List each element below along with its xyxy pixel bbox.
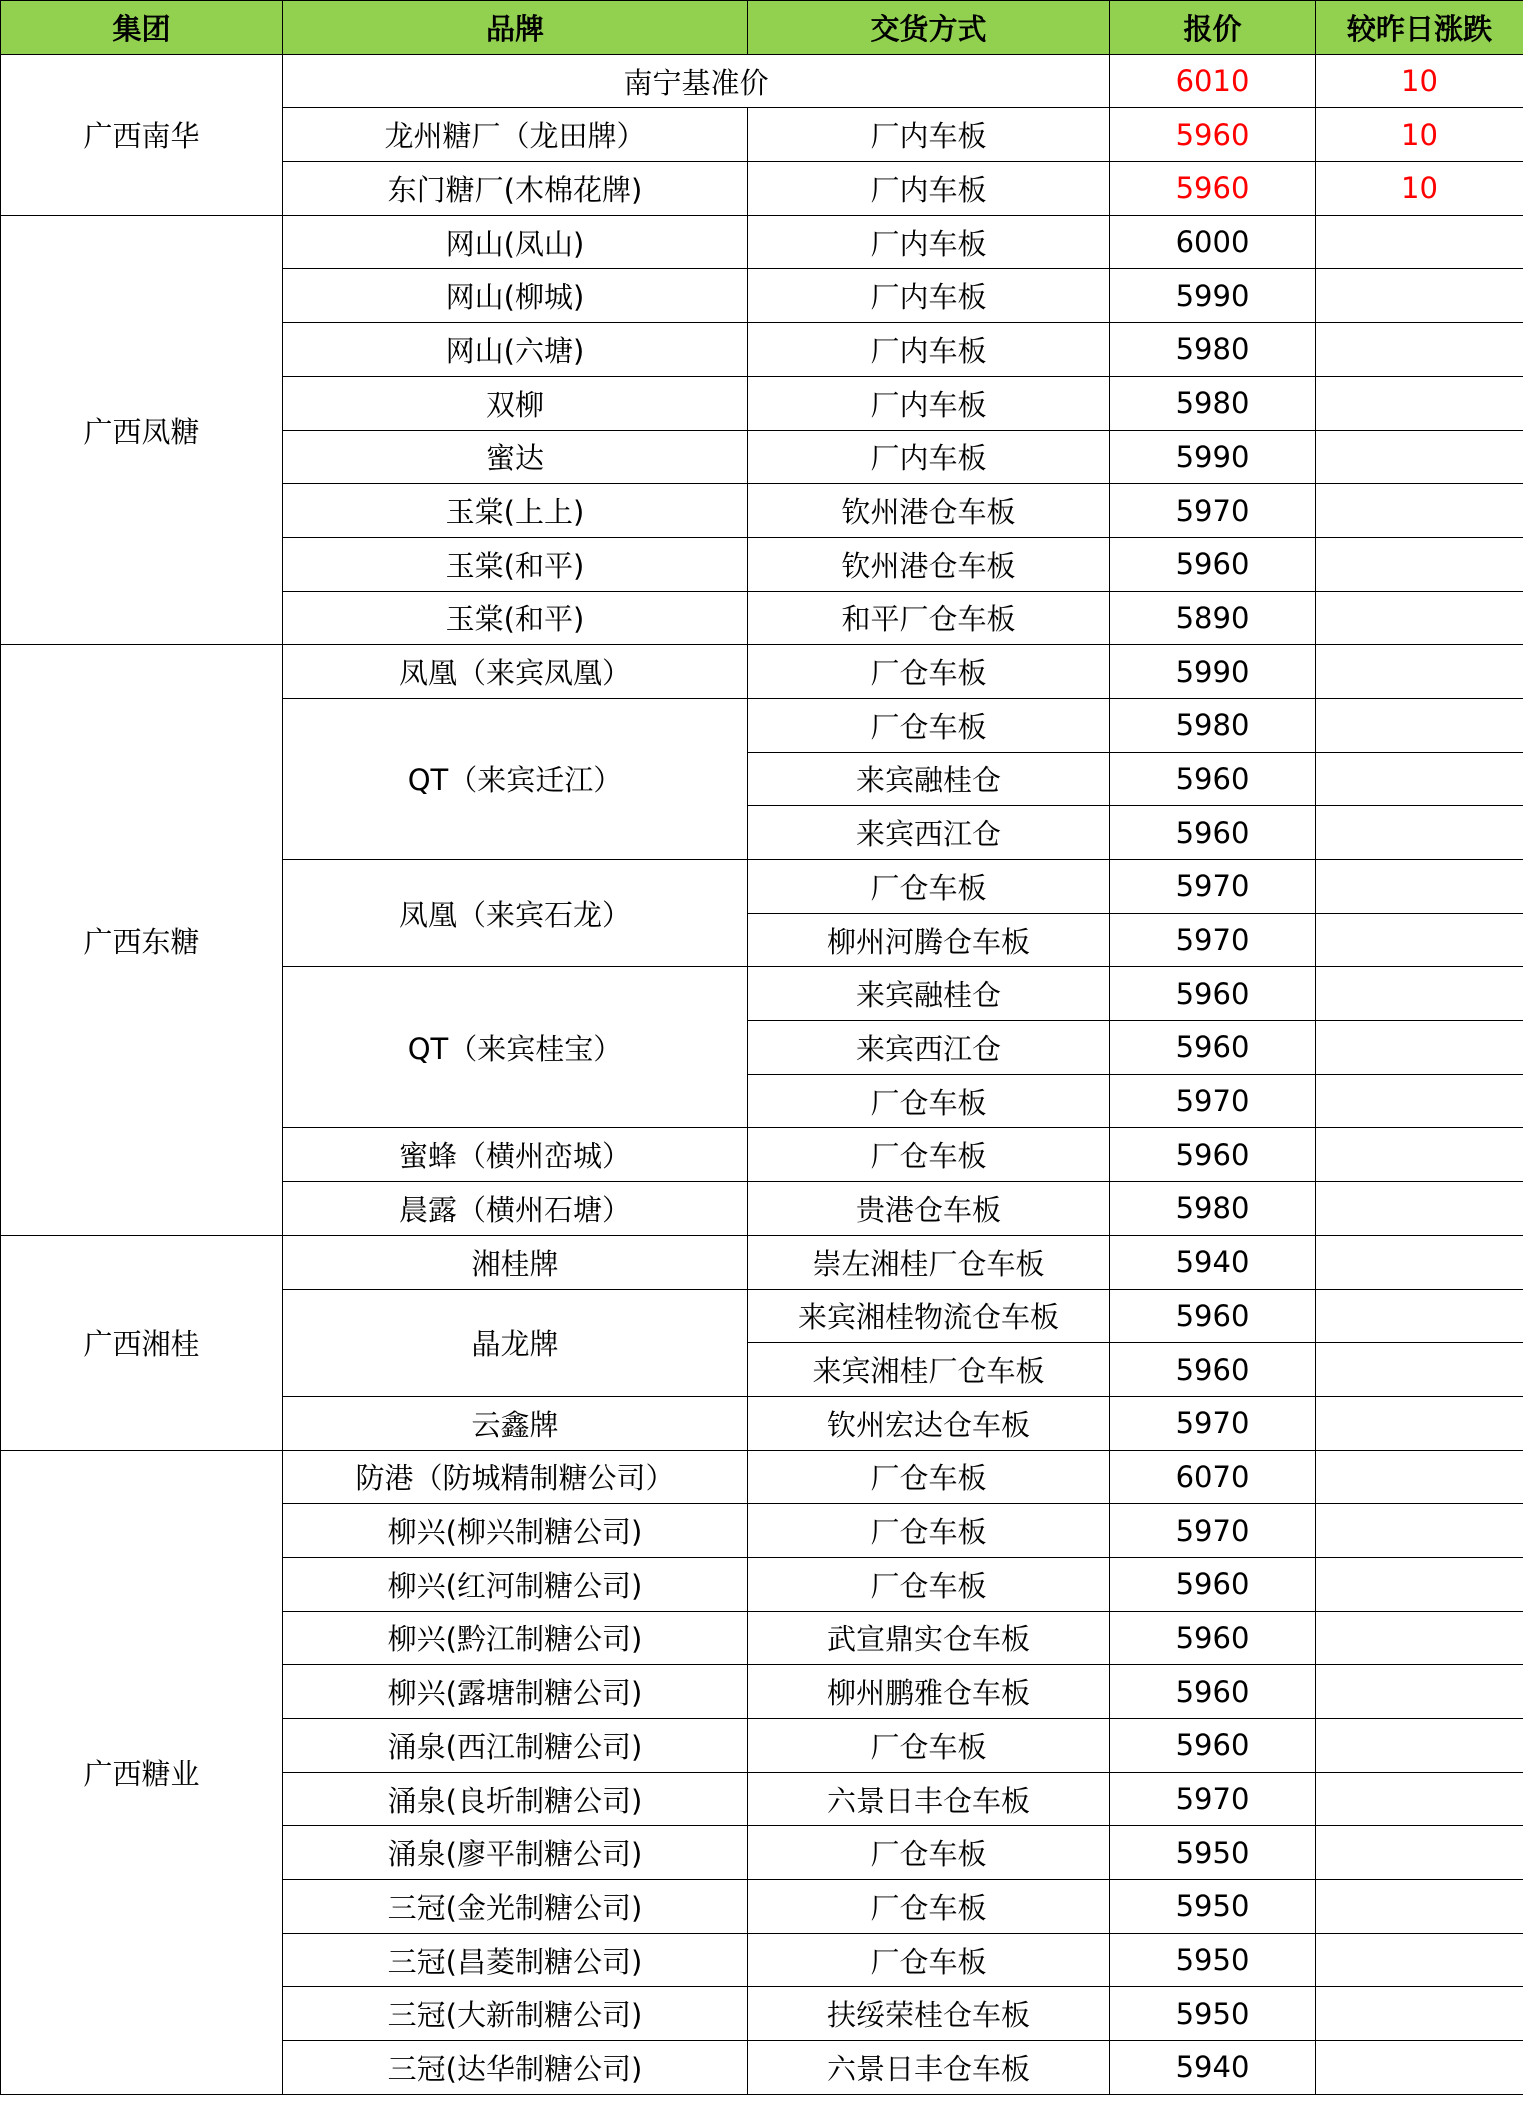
- brand-cell: 晨露（横州石塘）: [283, 1182, 748, 1236]
- price-cell: 5970: [1110, 860, 1316, 914]
- brand-cell: 网山(六塘): [283, 323, 748, 377]
- change-cell: [1316, 1987, 1523, 2041]
- brand-cell: 湘桂牌: [283, 1235, 748, 1289]
- change-cell: [1316, 1826, 1523, 1880]
- price-cell: 6010: [1110, 54, 1316, 108]
- brand-cell: 玉棠(和平): [283, 591, 748, 645]
- price-cell: 5960: [1110, 752, 1316, 806]
- delivery-cell: 六景日丰仓车板: [748, 2041, 1110, 2095]
- price-cell: 5950: [1110, 1880, 1316, 1934]
- delivery-cell: 厂内车板: [748, 376, 1110, 430]
- brand-cell: 蜜蜂（横州峦城）: [283, 1128, 748, 1182]
- price-cell: 5960: [1110, 1665, 1316, 1719]
- change-cell: [1316, 484, 1523, 538]
- change-cell: [1316, 1235, 1523, 1289]
- delivery-cell: 厂仓车板: [748, 860, 1110, 914]
- delivery-cell: 武宣鼎实仓车板: [748, 1611, 1110, 1665]
- change-cell: [1316, 1557, 1523, 1611]
- change-cell: [1316, 376, 1523, 430]
- delivery-cell: 钦州宏达仓车板: [748, 1396, 1110, 1450]
- change-cell: [1316, 913, 1523, 967]
- delivery-cell: 扶绥荣桂仓车板: [748, 1987, 1110, 2041]
- delivery-cell: 厂仓车板: [748, 1826, 1110, 1880]
- brand-cell: 龙州糖厂（龙田牌）: [283, 108, 748, 162]
- table-body: [1, 54, 1523, 2094]
- price-cell: 5960: [1110, 1557, 1316, 1611]
- price-cell: 5980: [1110, 323, 1316, 377]
- brand-cell: 柳兴(露塘制糖公司): [283, 1665, 748, 1719]
- change-cell: [1316, 1772, 1523, 1826]
- brand-cell: 三冠(达华制糖公司): [283, 2041, 748, 2095]
- brand-cell: 双柳: [283, 376, 748, 430]
- change-cell: [1316, 1289, 1523, 1343]
- brand-cell: 网山(柳城): [283, 269, 748, 323]
- price-cell: 5960: [1110, 1021, 1316, 1075]
- delivery-cell: 厂仓车板: [748, 1719, 1110, 1773]
- delivery-cell: 厂内车板: [748, 215, 1110, 269]
- delivery-cell: 厂仓车板: [748, 1880, 1110, 1934]
- brand-cell: 柳兴(黔江制糖公司): [283, 1611, 748, 1665]
- group-name: 广西凤糖: [1, 215, 283, 645]
- delivery-cell: 厂内车板: [748, 269, 1110, 323]
- header-change: 较昨日涨跌: [1316, 1, 1523, 55]
- delivery-cell: 厂仓车板: [748, 1074, 1110, 1128]
- change-cell: [1316, 1719, 1523, 1773]
- change-cell: [1316, 1504, 1523, 1558]
- brand-cell: 云鑫牌: [283, 1396, 748, 1450]
- change-cell: 10: [1316, 54, 1523, 108]
- price-cell: 5960: [1110, 537, 1316, 591]
- brand-cell: 凤凰（来宾凤凰）: [283, 645, 748, 699]
- delivery-cell: 厂仓车板: [748, 1557, 1110, 1611]
- delivery-cell: 崇左湘桂厂仓车板: [748, 1235, 1110, 1289]
- delivery-cell: 来宾融桂仓: [748, 752, 1110, 806]
- change-cell: [1316, 591, 1523, 645]
- delivery-cell: 厂仓车板: [748, 645, 1110, 699]
- group-name: 广西南华: [1, 54, 283, 215]
- header-brand: 品牌: [283, 1, 748, 55]
- change-cell: [1316, 645, 1523, 699]
- delivery-cell: 厂内车板: [748, 430, 1110, 484]
- change-cell: [1316, 430, 1523, 484]
- group-name: 广西糖业: [1, 1450, 283, 2094]
- change-cell: [1316, 752, 1523, 806]
- change-cell: [1316, 537, 1523, 591]
- header-price: 报价: [1110, 1, 1316, 55]
- change-cell: [1316, 323, 1523, 377]
- price-cell: 5940: [1110, 2041, 1316, 2095]
- price-cell: 5990: [1110, 430, 1316, 484]
- delivery-cell: 六景日丰仓车板: [748, 1772, 1110, 1826]
- delivery-cell: 和平厂仓车板: [748, 591, 1110, 645]
- header-row: [1, 1, 1523, 55]
- table-row: [1, 1450, 1523, 1504]
- change-cell: 10: [1316, 108, 1523, 162]
- delivery-cell: 来宾湘桂物流仓车板: [748, 1289, 1110, 1343]
- price-cell: 5970: [1110, 1074, 1316, 1128]
- brand-cell: 玉棠(和平): [283, 537, 748, 591]
- change-cell: [1316, 1665, 1523, 1719]
- brand-cell: 蜜达: [283, 430, 748, 484]
- price-cell: 5950: [1110, 1933, 1316, 1987]
- change-cell: [1316, 1021, 1523, 1075]
- change-cell: [1316, 1128, 1523, 1182]
- change-cell: [1316, 1933, 1523, 1987]
- price-cell: 6000: [1110, 215, 1316, 269]
- change-cell: [1316, 1343, 1523, 1397]
- change-cell: [1316, 2041, 1523, 2095]
- table-row: [1, 54, 1523, 108]
- group-name: 广西东糖: [1, 645, 283, 1236]
- change-cell: [1316, 1450, 1523, 1504]
- delivery-cell: 来宾湘桂厂仓车板: [748, 1343, 1110, 1397]
- brand-cell: 涌泉(西江制糖公司): [283, 1719, 748, 1773]
- price-cell: 5960: [1110, 108, 1316, 162]
- price-cell: 5950: [1110, 1987, 1316, 2041]
- delivery-cell: 厂仓车板: [748, 1450, 1110, 1504]
- price-cell: 5960: [1110, 1289, 1316, 1343]
- change-cell: [1316, 1074, 1523, 1128]
- price-cell: 5970: [1110, 1396, 1316, 1450]
- group-name: 广西湘桂: [1, 1235, 283, 1450]
- price-cell: 5890: [1110, 591, 1316, 645]
- benchmark-label: 南宁基准价: [283, 54, 1110, 108]
- table-row: [1, 215, 1523, 269]
- brand-cell: 柳兴(红河制糖公司): [283, 1557, 748, 1611]
- price-cell: 5960: [1110, 1343, 1316, 1397]
- change-cell: [1316, 1396, 1523, 1450]
- change-cell: 10: [1316, 162, 1523, 216]
- delivery-cell: 来宾西江仓: [748, 806, 1110, 860]
- price-cell: 5970: [1110, 913, 1316, 967]
- delivery-cell: 厂内车板: [748, 162, 1110, 216]
- price-cell: 5980: [1110, 376, 1316, 430]
- change-cell: [1316, 1611, 1523, 1665]
- brand-cell: 网山(凤山): [283, 215, 748, 269]
- brand-cell: 三冠(金光制糖公司): [283, 1880, 748, 1934]
- price-cell: 5990: [1110, 645, 1316, 699]
- price-cell: 5990: [1110, 269, 1316, 323]
- price-cell: 5950: [1110, 1826, 1316, 1880]
- price-cell: 5960: [1110, 806, 1316, 860]
- delivery-cell: 厂仓车板: [748, 1933, 1110, 1987]
- price-cell: 5970: [1110, 1772, 1316, 1826]
- change-cell: [1316, 1182, 1523, 1236]
- brand-cell: 涌泉(良圻制糖公司): [283, 1772, 748, 1826]
- change-cell: [1316, 1880, 1523, 1934]
- delivery-cell: 厂仓车板: [748, 698, 1110, 752]
- brand-cell: 涌泉(廖平制糖公司): [283, 1826, 748, 1880]
- brand-cell: 三冠(大新制糖公司): [283, 1987, 748, 2041]
- delivery-cell: 来宾西江仓: [748, 1021, 1110, 1075]
- brand-cell: 东门糖厂(木棉花牌): [283, 162, 748, 216]
- delivery-cell: 柳州鹏雅仓车板: [748, 1665, 1110, 1719]
- price-cell: 5980: [1110, 1182, 1316, 1236]
- price-cell: 5970: [1110, 484, 1316, 538]
- change-cell: [1316, 860, 1523, 914]
- price-cell: 5960: [1110, 1128, 1316, 1182]
- delivery-cell: 贵港仓车板: [748, 1182, 1110, 1236]
- delivery-cell: 钦州港仓车板: [748, 484, 1110, 538]
- brand-cell: 玉棠(上上): [283, 484, 748, 538]
- price-cell: 5960: [1110, 1719, 1316, 1773]
- change-cell: [1316, 698, 1523, 752]
- table-row: [1, 645, 1523, 699]
- change-cell: [1316, 967, 1523, 1021]
- price-cell: 5960: [1110, 1611, 1316, 1665]
- price-cell: 6070: [1110, 1450, 1316, 1504]
- brand-cell: 三冠(昌菱制糖公司): [283, 1933, 748, 1987]
- brand-cell: 柳兴(柳兴制糖公司): [283, 1504, 748, 1558]
- brand-cell: 防港（防城精制糖公司）: [283, 1450, 748, 1504]
- brand-cell: QT（来宾桂宝）: [283, 967, 748, 1128]
- header-delivery: 交货方式: [748, 1, 1110, 55]
- delivery-cell: 来宾融桂仓: [748, 967, 1110, 1021]
- brand-cell: 凤凰（来宾石龙）: [283, 860, 748, 967]
- delivery-cell: 柳州河腾仓车板: [748, 913, 1110, 967]
- change-cell: [1316, 806, 1523, 860]
- table-row: [1, 1235, 1523, 1289]
- delivery-cell: 厂内车板: [748, 108, 1110, 162]
- price-cell: 5960: [1110, 967, 1316, 1021]
- header-group: 集团: [1, 1, 283, 55]
- price-cell: 5980: [1110, 698, 1316, 752]
- brand-cell: 晶龙牌: [283, 1289, 748, 1396]
- delivery-cell: 厂仓车板: [748, 1504, 1110, 1558]
- brand-cell: QT（来宾迁江）: [283, 698, 748, 859]
- price-cell: 5970: [1110, 1504, 1316, 1558]
- change-cell: [1316, 269, 1523, 323]
- delivery-cell: 厂内车板: [748, 323, 1110, 377]
- change-cell: [1316, 215, 1523, 269]
- price-cell: 5940: [1110, 1235, 1316, 1289]
- delivery-cell: 钦州港仓车板: [748, 537, 1110, 591]
- delivery-cell: 厂仓车板: [748, 1128, 1110, 1182]
- price-cell: 5960: [1110, 162, 1316, 216]
